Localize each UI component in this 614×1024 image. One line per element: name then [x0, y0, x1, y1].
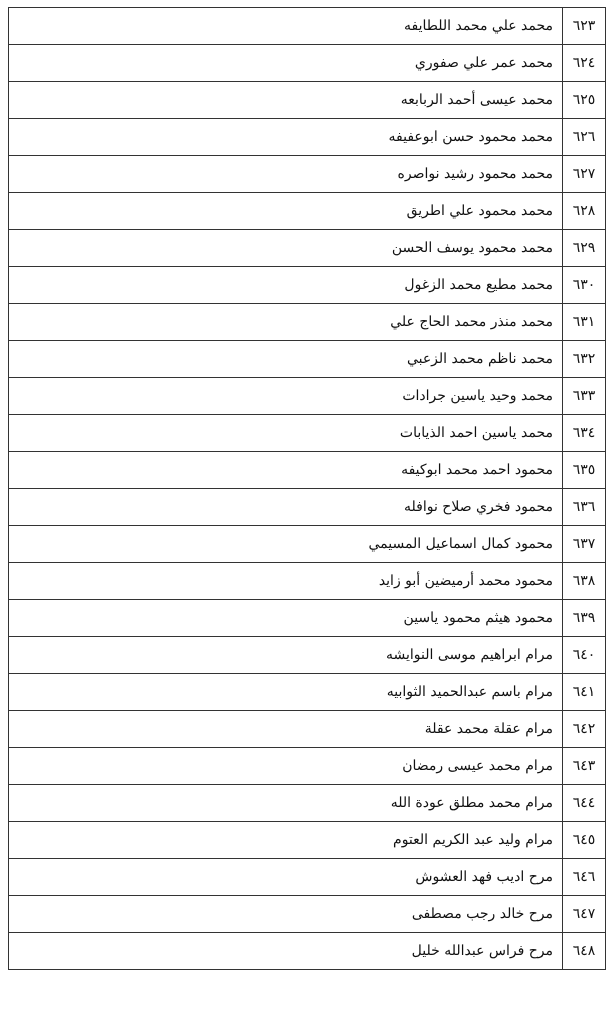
person-name: مرح اديب فهد العشوش [9, 859, 563, 896]
person-name: مرح خالد رجب مصطفى [9, 896, 563, 933]
table-row [9, 896, 606, 933]
person-name: محمود كمال اسماعيل المسيمي [9, 526, 563, 563]
row-number: ٦٣٤ [563, 415, 606, 452]
person-name: مرام محمد عيسى رمضان [9, 748, 563, 785]
row-number: ٦٣٨ [563, 563, 606, 600]
row-number: ٦٣٢ [563, 341, 606, 378]
table-row [9, 378, 606, 415]
table-row [9, 526, 606, 563]
person-name: محمد عمر علي صفوري [9, 45, 563, 82]
person-name: محمد ياسين احمد الذيابات [9, 415, 563, 452]
person-name: محمود فخري صلاح نوافله [9, 489, 563, 526]
table-row [9, 82, 606, 119]
row-number: ٦٢٣ [563, 8, 606, 45]
person-name: محمد محمود علي اطريق [9, 193, 563, 230]
table-row [9, 230, 606, 267]
person-name: محمد محمود حسن ابوعفيفه [9, 119, 563, 156]
table-row [9, 748, 606, 785]
row-number: ٦٢٥ [563, 82, 606, 119]
row-number: ٦٣٦ [563, 489, 606, 526]
row-number: ٦٣٠ [563, 267, 606, 304]
row-number: ٦٢٨ [563, 193, 606, 230]
row-number: ٦٢٩ [563, 230, 606, 267]
table-row [9, 8, 606, 45]
person-name: محمد منذر محمد الحاج علي [9, 304, 563, 341]
table-row [9, 859, 606, 896]
row-number: ٦٤٦ [563, 859, 606, 896]
person-name: محمد وحيد ياسين جرادات [9, 378, 563, 415]
person-name: مرح فراس عبدالله خليل [9, 933, 563, 970]
person-name: محمد محمود يوسف الحسن [9, 230, 563, 267]
person-name: محمد مطيع محمد الزغول [9, 267, 563, 304]
row-number: ٦٤٤ [563, 785, 606, 822]
person-name: محمد محمود رشيد نواصره [9, 156, 563, 193]
row-number: ٦٢٤ [563, 45, 606, 82]
person-name: محمد علي محمد اللطايفه [9, 8, 563, 45]
row-number: ٦٤١ [563, 674, 606, 711]
row-number: ٦٣٣ [563, 378, 606, 415]
table-row [9, 45, 606, 82]
table-row [9, 156, 606, 193]
table-row [9, 267, 606, 304]
person-name: مرام عقلة محمد عقلة [9, 711, 563, 748]
table-row [9, 711, 606, 748]
names-table [8, 7, 606, 970]
table-row [9, 637, 606, 674]
table-row [9, 600, 606, 637]
row-number: ٦٣٥ [563, 452, 606, 489]
table-row [9, 193, 606, 230]
names-table-body [9, 8, 606, 970]
table-row [9, 674, 606, 711]
row-number: ٦٤٨ [563, 933, 606, 970]
table-row [9, 489, 606, 526]
table-row [9, 341, 606, 378]
person-name: مرام محمد مطلق عودة الله [9, 785, 563, 822]
person-name: محمود محمد أرميضين أبو زايد [9, 563, 563, 600]
table-row [9, 415, 606, 452]
table-row [9, 119, 606, 156]
row-number: ٦٣١ [563, 304, 606, 341]
table-row [9, 933, 606, 970]
row-number: ٦٤٢ [563, 711, 606, 748]
row-number: ٦٣٩ [563, 600, 606, 637]
table-row [9, 452, 606, 489]
table-row [9, 785, 606, 822]
person-name: مرام ابراهيم موسى النوايشه [9, 637, 563, 674]
person-name: محمد ناظم محمد الزعبي [9, 341, 563, 378]
table-row [9, 304, 606, 341]
row-number: ٦٣٧ [563, 526, 606, 563]
row-number: ٦٢٦ [563, 119, 606, 156]
person-name: محمد عيسى أحمد الربابعه [9, 82, 563, 119]
person-name: محمود احمد محمد ابوكيفه [9, 452, 563, 489]
table-row [9, 563, 606, 600]
row-number: ٦٤٠ [563, 637, 606, 674]
person-name: مرام وليد عبد الكريم العتوم [9, 822, 563, 859]
row-number: ٦٤٣ [563, 748, 606, 785]
row-number: ٦٤٧ [563, 896, 606, 933]
row-number: ٦٢٧ [563, 156, 606, 193]
person-name: مرام باسم عبدالحميد الثوابيه [9, 674, 563, 711]
person-name: محمود هيثم محمود ياسين [9, 600, 563, 637]
row-number: ٦٤٥ [563, 822, 606, 859]
table-row [9, 822, 606, 859]
